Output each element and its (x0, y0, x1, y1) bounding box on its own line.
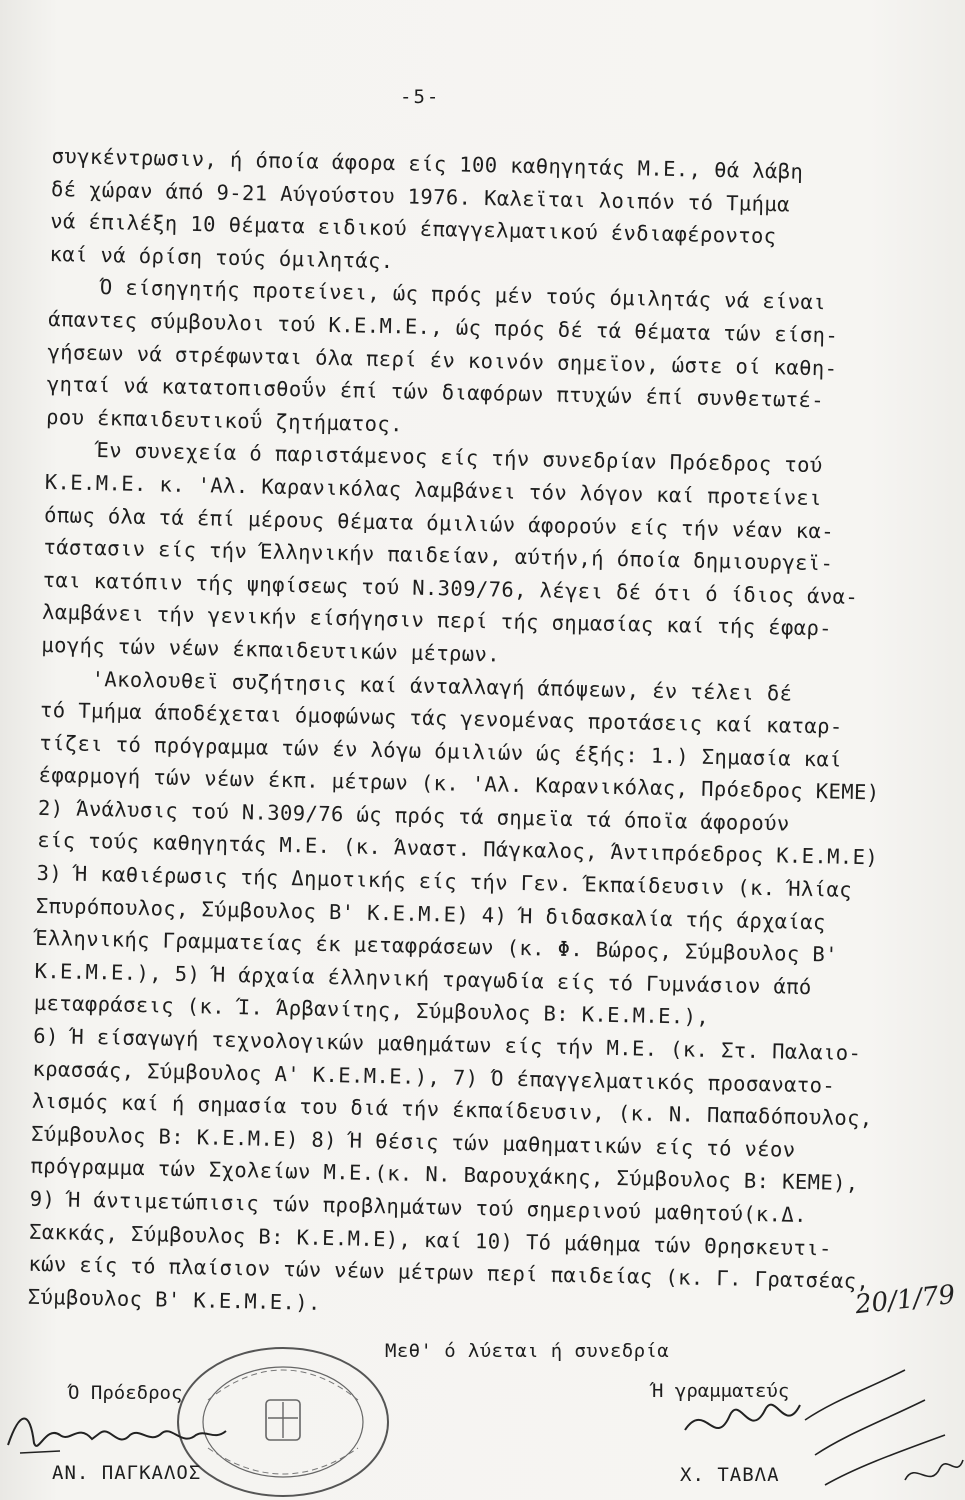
text-line: νά έπιλέξη 10 θέματα ειδικού έπαγγελματικού ένδιαφέροντος (50, 209, 777, 249)
text-line: τό Τμήμα άποδέχεται όμοφώνως τάς γενομένας προτάσεις καί καταρ- (39, 697, 843, 739)
text-line: Σπυρόπουλος, Σύμβουλος Β' Κ.Ε.Μ.Ε) 4) Ή διδασκαλία τής άρχαίας (35, 893, 827, 935)
secretary-title: Ή γραμματεύς (652, 1380, 790, 1402)
text-line: Κ.Ε.Μ.Ε.), 5) Ή άρχαία έλληνική τραγωδία είς τό Γυμνάσιον άπό (34, 958, 812, 999)
text-line: έφαρμογή τών νέων έκπ. μέτρων (κ. 'Αλ. Καρανικόλας, Πρόεδρος ΚΕΜΕ) (38, 763, 880, 805)
president-name: ΑΝ. ΠΑΓΚΑΛΟΣ (52, 1462, 202, 1484)
text-line: δέ χώραν άπό 9-21 Αύγούστου 1976. Καλεϊται λοιπόν τό Τμήμα (50, 176, 791, 217)
text-line: καί νά όρίση τούς όμιλητάς. (49, 241, 394, 273)
president-title: Ό Πρόεδρος (68, 1382, 183, 1404)
text-line: Σύμβουλος Β: Κ.Ε.Μ.Ε) 8) Ή θέσις τών μαθηματικών είς τό νέον (30, 1121, 796, 1162)
text-line: γηταί νά κατατοπισθοΰν έπί τών διαφόρων πτυχών έπί συνθετωτέ- (46, 372, 825, 413)
text-line: τάστασιν είς τήν Έλληνικήν παιδείαν, αύτήν,ή όποία δημιουργεϊ- (43, 535, 834, 576)
text-line: Σύμβουλος Β' Κ.Ε.Μ.Ε.). (27, 1284, 322, 1315)
text-line: ρου έκπαιδευτικοΰ ζητήματος. (45, 404, 404, 437)
text-line: κρασσάς, Σύμβουλος Α' Κ.Ε.Μ.Ε.), 7) Ό έπαγγελματικός προσανατο- (32, 1056, 836, 1098)
text-line: είς τούς καθηγητάς Μ.Ε. (κ. Άναστ. Πάγκαλος, Άντιπρόεδρος Κ.Ε.Μ.Ε) (37, 828, 879, 870)
page-number: -5- (400, 86, 441, 108)
text-line: 9) Ή άντιμετώπισις τών προβλημάτων τού σημερινού μαθητού(κ.Δ. (29, 1186, 808, 1228)
text-line: Έν συνεχεία ό παριστάμενος είς τήν συνεδρίαν Πρόεδρος τού (45, 437, 823, 478)
text-line: μεταφράσεις (κ. Ί. Άρβανίτης, Σύμβουλος Β: Κ.Ε.Μ.Ε.), (33, 991, 710, 1030)
text-line: λαμβάνει τήν γενικήν είσήγησιν περί τής σημασίας καί τής έφαρ- (41, 600, 833, 641)
secretary-name: Χ. ΤΑΒΛΑ (680, 1464, 780, 1486)
text-line: γήσεων νά στρέφωνται όλα περί έν κοινόν σημεϊον, ώστε οί καθη- (47, 339, 838, 381)
text-line: όπως όλα τά έπί μέρους θέματα όμιλιών άφορούν είς τήν νέαν κα- (43, 502, 835, 543)
text-line: Κ.Ε.Μ.Ε. κ. 'Αλ. Καρανικόλας λαμβάνει τόν λόγον καί προτείνει (44, 469, 823, 511)
text-line: 'Ακολουθεϊ συζήτησις καί άνταλλαγή άπόψεων, έν τέλει δέ (40, 665, 793, 706)
text-line: τίζει τό πρόγραμμα τών έν λόγω όμιλιών ώς έξής: 1.) Σημασία καί (39, 730, 843, 772)
text-line: κών είς τό πλαίσιον τών νέων μέτρων περί παιδείας (κ. Γ. Γρατσέας, (28, 1251, 870, 1294)
handwritten-date: 20/1/79 (853, 1279, 957, 1321)
text-line: λισμός καί ή σημασία του διά τήν έκπαίδευσιν, (κ. Ν. Παπαδόπουλος, (31, 1089, 873, 1131)
president-signature (0, 1405, 240, 1465)
text-line: ται κατόπιν τής ψηφίσεως τού Ν.309/76, λέγει δέ ότι ό ίδιος άνα- (42, 567, 859, 609)
text-line: 6) Ή είσαγωγή τεχνολογικών μαθημάτων είς τήν Μ.Ε. (κ. Στ. Παλαιο- (32, 1023, 862, 1066)
text-line: μογής τών νέων έκπαιδευτικών μέτρων. (41, 632, 501, 667)
text-line: συγκέντρωσιν, ή όποία άφορα είς 100 καθηγητάς Μ.Ε., θά λάβη (51, 143, 804, 184)
text-line: 3) Ή καθιέρωσις τής Δημοτικής είς τήν Γεν. Έκπαίδευσιν (κ. Ήλίας (36, 860, 853, 902)
text-line: 2) Άνάλυσις τού Ν.309/76 ώς πρός τά σημεϊα τά όποϊα άφορούν (37, 795, 790, 836)
text-line: Ό είσηγητής προτείνει, ώς πρός μέν τούς όμιλητάς νά είναι (48, 274, 827, 315)
text-line: Σακκάς, Σύμβουλος Β: Κ.Ε.Μ.Ε), καί 10) Τό μάθημα τών Θρησκευτι- (28, 1219, 832, 1261)
text-line: Έλληνικής Γραμματείας έκ μεταφράσεων (κ. Φ. Βώρος, Σύμβουλος Β' (35, 926, 839, 967)
closing-line: Μεθ' ό λύεται ή συνεδρία (385, 1340, 670, 1362)
minutes-paragraph (27, 140, 956, 1332)
text-line: πρόγραμμα τών Σχολείων Μ.Ε.(κ. Ν. Βαρουχάκης, Σύμβουλος Β: ΚΕΜΕ), (30, 1154, 859, 1196)
text-line: άπαντες σύμβουλοι τού Κ.Ε.Μ.Ε., ώς πρός δέ τά θέματα τών είση- (48, 306, 839, 348)
